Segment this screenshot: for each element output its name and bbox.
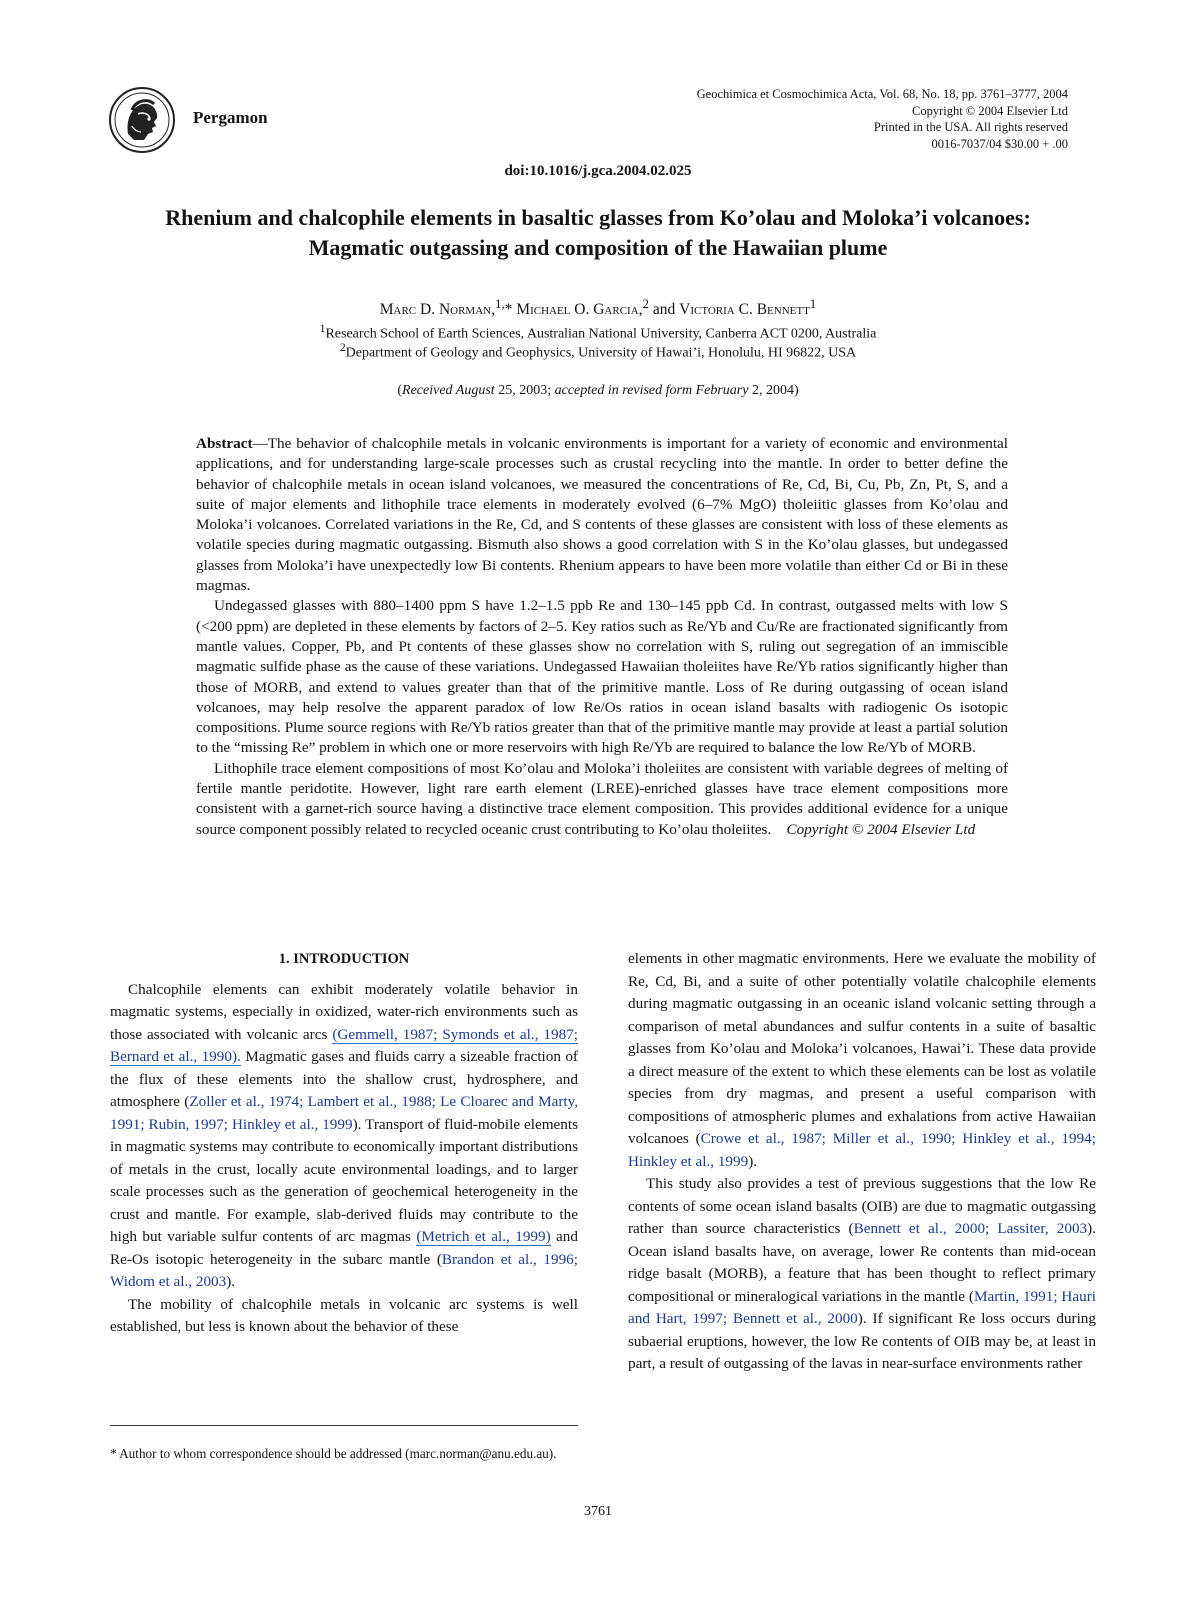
doi: doi:10.1016/j.gca.2004.02.025: [504, 163, 692, 179]
affiliation-text: Department of Geology and Geophysics, University of Hawai’i, Honolulu, HI 96822, USA: [345, 345, 857, 361]
author-name: Victoria C. Bennett: [679, 301, 810, 319]
affiliation: [0, 341, 1196, 362]
page-number: 3761: [584, 1504, 612, 1519]
affiliation-marker: 1,: [494, 296, 505, 311]
author-name: Michael O. Garcia,: [516, 301, 643, 319]
received-dates: (Received August 25, 2003; accepted in revised form February 2, 2004): [397, 383, 799, 398]
printed-line: Printed in the USA. All rights reserved: [873, 120, 1068, 134]
pergamon-logo-icon: [108, 86, 176, 154]
received-label: Received August: [402, 383, 495, 398]
affiliation: [0, 322, 1196, 343]
corresponding-marker: *: [504, 301, 513, 319]
author-conjunction: and: [652, 301, 676, 319]
accepted-label: accepted in revised form February: [554, 383, 749, 398]
section-heading: 1. INTRODUCTION: [278, 951, 410, 967]
author-name: Marc D. Norman,: [379, 301, 495, 319]
affiliation-marker: 2: [642, 296, 649, 311]
citation-link[interactable]: Crowe et al., 1987; Miller et al., 1990; Hinkley et al., 1994; Hinkley et al., 1999: [628, 1130, 1096, 1170]
abstract-paragraph: Lithophile trace element compositions of most Ko’olau and Moloka’i tholeiites are consistent with variable degrees of melting of fertile mantle peridotite. However, light rare earth element (LREE)-enriched glasses have trace element compositions more consistent with a garnet-rich source having a distinctive trace element composition. This provides additional evidence for a unique source component possibly related to recycled oceanic crust contributing to Ko’olau tholeiites. Copyright © 2004 Elsevier Ltd: [196, 759, 1008, 838]
citation-link[interactable]: Bennett et al., 2000; Lassiter, 2003: [853, 1220, 1088, 1237]
journal-citation: [697, 86, 1068, 152]
abstract-paragraph: Undegassed glasses with 880–1400 ppm S have 1.2–1.5 ppb Re and 130–145 ppb Cd. In contrast, outgassed melts with low S (<200 ppm) are depleted in these elements by factors of 2–5. Key ratios such as Re/Yb and Cu/Re are fractionated significantly from mantle values. Copper, Pb, and Pt contents of these glasses show no correlation with S, ruling out segregation of an immiscible magmatic sulfide phase as the cause of these variations. Undegassed Hawaiian tholeiites have Re/Yb ratios significantly higher than those of MORB, and extend to values greater than that of the primitive mantle. Loss of Re during outgassing of ocean island volcanoes, may help resolve the apparent paradox of low Re/Os ratios in ocean island basalts with radiogenic Os isotopic compositions. Plume source regions with Re/Yb ratios greater than that of the primitive mantle may provide at least a partial solution to the “missing Re” problem in which one or more reservoirs with high Re/Yb are required to balance the low Re/Yb of MORB.: [196, 597, 1008, 757]
citation-link[interactable]: (Gemmell, 1987; Symonds et al., 1987; Bernard et al., 1990).: [110, 1025, 578, 1065]
body-paragraph: elements in other magmatic environments. Here we evaluate the mobility of Re, Cd, Bi, and a suite of other potentially volatile chalcophile elements during magmatic outgassing in an oceanic island volcanic setting through a comparison of metal abundances and sulfur contents in a suite of basaltic glasses from Ko’olau and Moloka’i volcanoes, Hawai’i. These data provide a direct measure of the extent to which these elements can be lost as volatile species from dry magmas, and present a useful comparison with compositions of atmospheric plumes and exhalations from active Hawaiian volcanoes (Crowe et al., 1987; Miller et al., 1990; Hinkley et al., 1994; Hinkley et al., 1999).: [628, 950, 1096, 1170]
left-column: [110, 948, 578, 1339]
body-paragraph: This study also provides a test of previous suggestions that the low Re contents of some ocean island basalts (OIB) are due to magmatic outgassing rather than source characteristics (Bennett et al., 2000; Lassiter, 2003). Ocean island basalts have, on average, lower Re contents than mid-ocean ridge basalt (MORB), a feature that has been thought to reflect primary compositional or mineralogical variations in the mantle (Martin, 1991; Hauri and Hart, 1997; Bennett et al., 2000). If significant Re loss occurs during subaerial eruptions, however, the low Re contents of OIB may be, at least in part, a result of outgassing of the lavas in near-surface environments rather: [628, 1175, 1097, 1372]
abstract-paragraph: Abstract—The behavior of chalcophile metals in volcanic environments is important for a variety of economic and environmental applications, and for understanding large-scale processes such as crustal recycling into the mantle. In order to better define the behavior of chalcophile metals in ocean island volcanoes, we measured the concentrations of Re, Cd, Bi, Cu, Pb, Zn, Pt, S, and a suite of major elements and lithophile trace elements in moderately evolved (6–7% MgO) tholeiitic glasses from Ko’olau and Moloka’i volcanoes. Correlated variations in the Re, Cd, and S contents of these glasses are consistent with loss of these elements as volatile species during magmatic outgassing. Bismuth also shows a good correlation with S in the Ko’olau glasses, but undegassed glasses from Moloka’i have unexpectedly low Bi contents. Rhenium appears to have been more volatile than either Cd or Bi in these magmas.: [196, 435, 1008, 595]
body-paragraph: Chalcophile elements can exhibit moderately volatile behavior in magmatic systems, especially in oxidized, water-rich environments such as those associated with volcanic arcs (Gemmell, 1987; Symonds et al., 1987; Bernard et al., 1990). Magmatic gases and fluids carry a sizeable fraction of the flux of these elements into the shallow crust, hydrosphere, and atmosphere (Zoller et al., 1974; Lambert et al., 1988; Le Cloarec and Marty, 1991; Rubin, 1997; Hinkley et al., 1999). Transport of fluid-mobile elements in magmatic systems may contribute to economically important distributions of metals in the crust, locally acute environmental loadings, and to larger scale processes such as the generation of geochemical heterogeneity in the crust and mantle. For example, slab-derived fluids may contribute to the high but variable sulfur contents of arc magmas (Metrich et al., 1999) and Re-Os isotopic heterogeneity in the subarc mantle (Brandon et al., 1996; Widom et al., 2003).: [110, 980, 579, 1290]
citation-link[interactable]: Martin, 1991; Hauri and Hart, 1997; Bennett et al., 2000: [628, 1287, 1097, 1327]
citation-link[interactable]: (Metrich et al., 1999): [416, 1228, 551, 1245]
abstract: [196, 434, 1008, 840]
footnote-divider: [110, 1425, 578, 1426]
article-title: Rhenium and chalcophile elements in basaltic glasses from Ko’olau and Moloka’i volcanoes: Magmatic outgassing and composition of the Hawaiian plume: [165, 205, 1031, 260]
body-paragraph: The mobility of chalcophile metals in volcanic arc systems is well established, but less is known about the behavior of these: [110, 1295, 578, 1335]
right-column: [628, 948, 1096, 1376]
citation-link[interactable]: Brandon et al., 1996; Widom et al., 2003: [110, 1250, 578, 1290]
affiliation-text: Research School of Earth Sciences, Australian National University, Canberra ACT 0200, Australia: [325, 326, 877, 342]
footnote: * Author to whom correspondence should be addressed (marc.norman@anu.edu.au).: [110, 1446, 557, 1461]
affiliation-marker: 1: [809, 296, 817, 311]
author-list: [0, 296, 1196, 319]
received-date: 25, 2003;: [494, 383, 555, 398]
affiliation-number: 1: [319, 322, 326, 335]
publisher-name: Pergamon: [193, 108, 268, 127]
abstract-label: Abstract: [196, 435, 253, 452]
affiliation-number: 2: [339, 341, 346, 354]
journal-line: Geochimica et Cosmochimica Acta, Vol. 68, No. 18, pp. 3761–3777, 2004: [696, 87, 1068, 101]
abstract-copyright: Copyright © 2004 Elsevier Ltd: [786, 820, 976, 838]
issn-line: 0016-7037/04 $30.00 + .00: [931, 136, 1068, 151]
citation-link[interactable]: Zoller et al., 1974; Lambert et al., 1988; Le Cloarec and Marty, 1991; Rubin, 1997; Hinkley et al., 1999: [110, 1093, 579, 1133]
accepted-date: 2, 2004): [748, 383, 799, 398]
copyright-line: Copyright © 2004 Elsevier Ltd: [911, 103, 1068, 118]
